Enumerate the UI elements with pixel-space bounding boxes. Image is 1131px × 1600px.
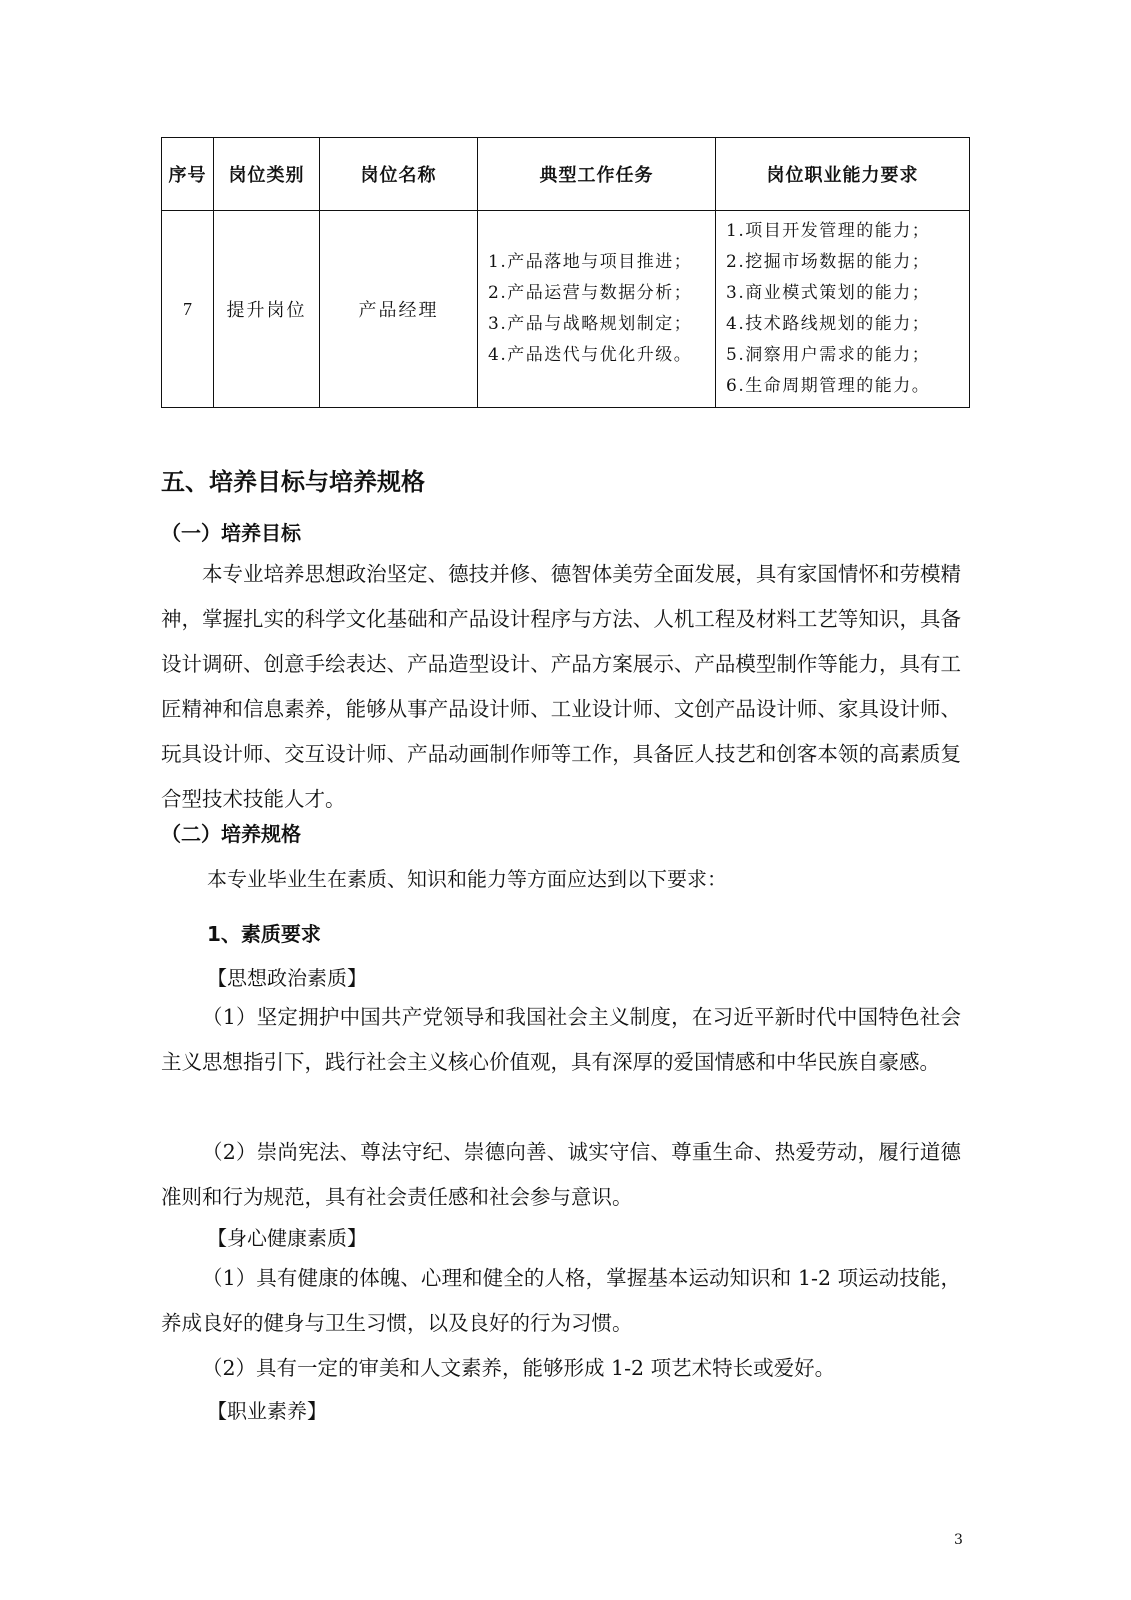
ability-item: 5.洞察用户需求的能力； [726, 345, 931, 365]
political-paragraph-2: （2）崇尚宪法、尊法守纪、崇德向善、诚实守信、尊重生命、热爱劳动，履行道德准则和行为规范，具有社会责任感和社会参与意识。 [161, 1140, 961, 1209]
header-no: 序号 [162, 138, 214, 211]
professional-label: 【职业素养】 [207, 1399, 327, 1423]
goal-heading: （一）培养目标 [161, 521, 301, 545]
task-item: 2.产品运营与数据分析； [488, 283, 693, 303]
cell-no: 7 [162, 211, 214, 408]
health-paragraph-2: （2）具有一定的审美和人文素养，能够形成 1-2 项艺术特长或爱好。 [202, 1356, 836, 1380]
political-paragraph-1: （1）坚定拥护中国共产党领导和我国社会主义制度，在习近平新时代中国特色社会主义思想指引下，践行社会主义核心价值观，具有深厚的爱国情感和中华民族自豪感。 [161, 1005, 961, 1074]
ability-item: 4.技术路线规划的能力； [726, 314, 931, 334]
header-abilities: 岗位职业能力要求 [716, 138, 970, 211]
cell-tasks [478, 211, 716, 408]
political-label: 【思想政治素质】 [207, 966, 367, 990]
page-number: 3 [954, 1532, 963, 1548]
quality-heading: 1、素质要求 [207, 922, 321, 946]
health-label: 【身心健康素质】 [207, 1226, 367, 1250]
section-title: 五、培养目标与培养规格 [161, 468, 425, 496]
cell-abilities [716, 211, 970, 408]
spec-intro: 本专业毕业生在素质、知识和能力等方面应达到以下要求： [207, 867, 727, 891]
table-row [162, 211, 970, 408]
ability-item: 3.商业模式策划的能力； [726, 283, 931, 303]
table-header-row [162, 138, 970, 211]
ability-item: 2.挖掘市场数据的能力； [726, 252, 931, 272]
spec-heading: （二）培养规格 [161, 822, 301, 846]
health-paragraph-1: （1）具有健康的体魄、心理和健全的人格，掌握基本运动知识和 1-2 项运动技能，养成良好的健身与卫生习惯，以及良好的行为习惯。 [161, 1266, 961, 1335]
task-item: 1.产品落地与项目推进； [488, 252, 693, 272]
job-table [161, 137, 970, 408]
task-item: 3.产品与战略规划制定； [488, 314, 693, 334]
task-item: 4.产品迭代与优化升级。 [488, 345, 693, 365]
ability-item: 1.项目开发管理的能力； [726, 221, 931, 241]
goal-paragraph: 本专业培养思想政治坚定、德技并修、德智体美劳全面发展，具有家国情怀和劳模精神，掌握扎实的科学文化基础和产品设计程序与方法、人机工程及材料工艺等知识，具备设计调研、创意手绘表达、产品造型设计、产品方案展示、产品模型制作等能力，具有工匠精神和信息素养，能够从事产品设计师、工业设计师、文创产品设计师、家具设计师、玩具设计师、交互设计师、产品动画制作师等工作，具备匠人技艺和创客本领的高素质复合型技术技能人才。 [161, 562, 961, 811]
cell-name: 产品经理 [320, 211, 478, 408]
cell-category: 提升岗位 [214, 211, 320, 408]
header-category: 岗位类别 [214, 138, 320, 211]
header-tasks: 典型工作任务 [478, 138, 716, 211]
ability-item: 6.生命周期管理的能力。 [726, 376, 931, 396]
header-name: 岗位名称 [320, 138, 478, 211]
